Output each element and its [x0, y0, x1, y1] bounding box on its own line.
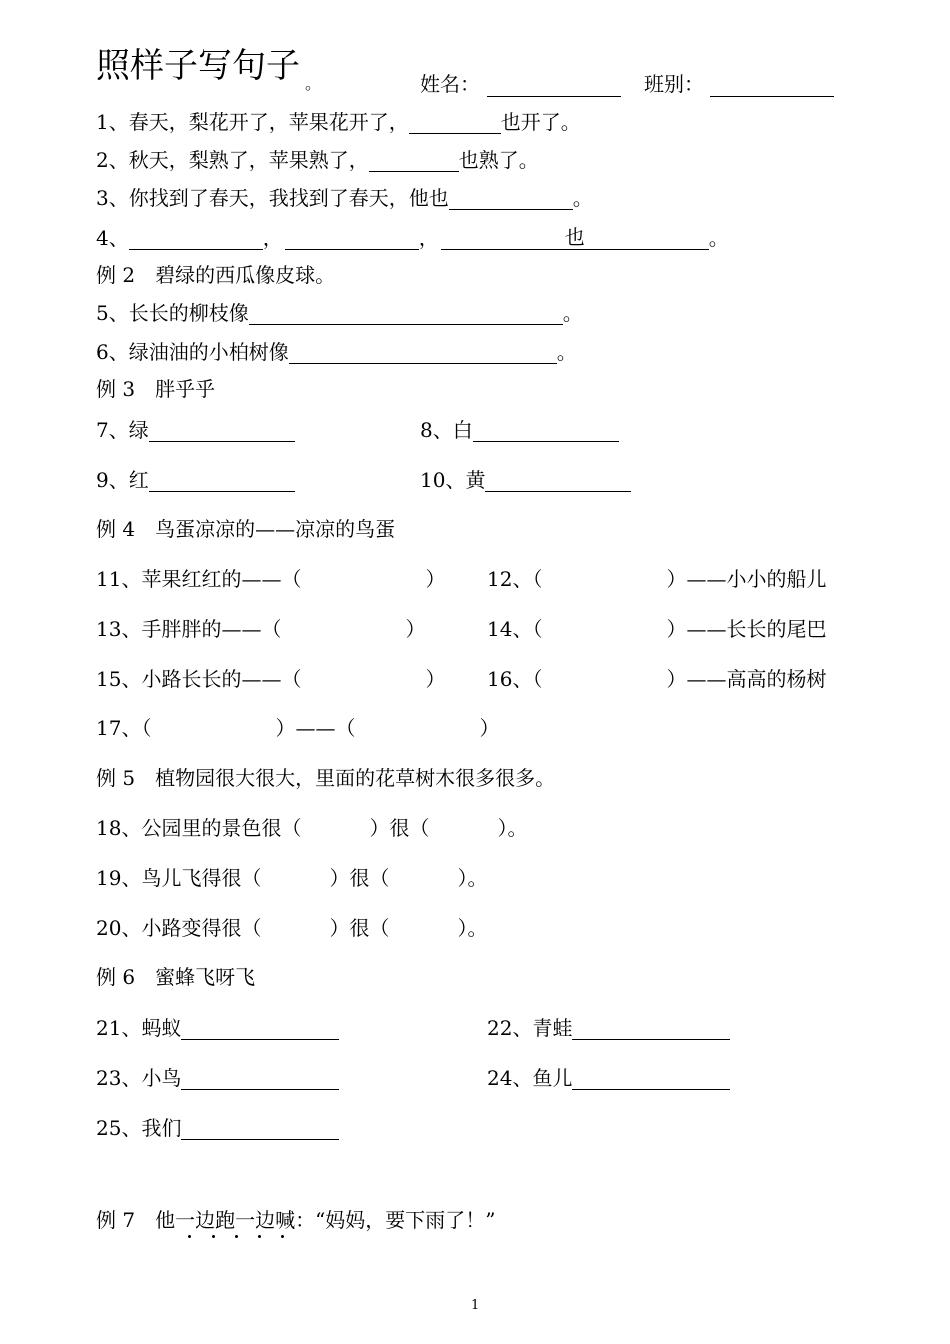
question-18	[96, 816, 527, 840]
answer-blank[interactable]	[572, 1069, 730, 1090]
question-12	[487, 567, 826, 591]
question-text: 7、绿	[96, 418, 149, 442]
question-text: 24、鱼儿	[487, 1066, 573, 1090]
question-text: 20、小路变得很（	[96, 916, 262, 940]
question-8	[420, 418, 619, 442]
question-2	[96, 148, 539, 172]
question-text: ）。	[457, 866, 488, 890]
question-text: 3、你找到了春天，我找到了春天，他也	[96, 186, 449, 210]
question-text: 6、绿油油的小柏树像	[96, 340, 289, 364]
question-text: 11、苹果红红的——（	[96, 567, 302, 591]
emphasis-dot	[258, 1235, 261, 1238]
question-11	[96, 567, 445, 591]
question-text: ）——长长的尾巴	[666, 617, 827, 641]
example-6: 例 6 蜜蜂飞呀飞	[96, 965, 256, 989]
example-2: 例 2 碧绿的西瓜像皮球。	[96, 263, 336, 287]
question-1	[96, 110, 581, 134]
question-text: 也	[564, 225, 585, 249]
page-number: 1	[471, 1298, 480, 1313]
question-21	[96, 1016, 339, 1040]
question-text: ）	[425, 567, 446, 591]
title-period: 。	[305, 74, 322, 93]
question-5	[96, 301, 583, 325]
question-7	[96, 418, 295, 442]
emphasis-dot	[188, 1235, 191, 1238]
question-text: 。	[556, 340, 577, 364]
answer-blank[interactable]	[485, 471, 631, 492]
question-24	[487, 1066, 730, 1090]
question-text: ，	[418, 226, 439, 250]
question-25	[96, 1116, 339, 1140]
question-17	[96, 716, 499, 740]
question-text: 8、白	[420, 418, 473, 442]
class-label: 班别：	[644, 72, 704, 96]
question-20	[96, 916, 487, 940]
question-14	[487, 617, 826, 641]
example-4: 例 4 鸟蛋凉凉的——凉凉的鸟蛋	[96, 517, 396, 541]
question-22	[487, 1016, 730, 1040]
answer-blank[interactable]	[181, 1069, 339, 1090]
question-text: ）很（	[369, 816, 430, 840]
question-text: ）很（	[329, 916, 390, 940]
emphasis-dot	[212, 1235, 215, 1238]
name-field[interactable]	[487, 76, 621, 97]
question-text: 22、青蛙	[487, 1016, 573, 1040]
question-text: 15、小路长长的——（	[96, 667, 302, 691]
question-text: 18、公园里的景色很（	[96, 816, 302, 840]
answer-blank[interactable]	[572, 1019, 730, 1040]
answer-blank[interactable]	[409, 113, 501, 134]
answer-blank[interactable]	[441, 225, 709, 250]
question-text: 。	[562, 301, 583, 325]
question-9	[96, 468, 295, 492]
question-6	[96, 340, 577, 364]
question-10	[420, 468, 631, 492]
question-text: ）——（	[275, 716, 356, 740]
question-text: 25、我们	[96, 1116, 182, 1140]
answer-blank[interactable]	[289, 343, 557, 364]
question-text: ）	[425, 667, 446, 691]
answer-blank[interactable]	[149, 471, 295, 492]
question-15	[96, 667, 445, 691]
answer-blank[interactable]	[473, 421, 619, 442]
question-text: 19、鸟儿飞得很（	[96, 866, 262, 890]
question-text: 5、长长的柳枝像	[96, 301, 249, 325]
answer-blank[interactable]	[181, 1019, 339, 1040]
question-text: 21、蚂蚁	[96, 1016, 182, 1040]
question-text: 也熟了。	[458, 148, 539, 172]
name-label: 姓名：	[420, 72, 480, 96]
question-text: 13、手胖胖的——（	[96, 617, 282, 641]
question-text: 2、秋天，梨熟了，苹果熟了，	[96, 148, 369, 172]
question-text: 1、春天，梨花开了，苹果花开了，	[96, 110, 409, 134]
question-text: 10、黄	[420, 468, 486, 492]
emphasis-dot	[281, 1235, 284, 1238]
question-text: ）。	[497, 816, 528, 840]
answer-blank[interactable]	[149, 421, 295, 442]
question-text: 4、	[96, 226, 129, 250]
question-text: 。	[708, 226, 729, 250]
question-text: ）——小小的船儿	[666, 567, 827, 591]
question-19	[96, 866, 487, 890]
question-text: ）很（	[329, 866, 390, 890]
question-text: 。	[572, 186, 593, 210]
class-field[interactable]	[710, 76, 834, 97]
question-4	[96, 225, 729, 250]
question-text: 9、红	[96, 468, 149, 492]
emphasis-dot	[235, 1235, 238, 1238]
example-3: 例 3 胖乎乎	[96, 377, 216, 401]
question-text: 16、（	[487, 667, 543, 691]
question-16	[487, 667, 826, 691]
question-text: 也开了。	[500, 110, 581, 134]
question-text: ）	[405, 617, 426, 641]
page-title: 照样子写句子	[96, 46, 300, 86]
answer-blank[interactable]	[285, 229, 419, 250]
answer-blank[interactable]	[249, 304, 563, 325]
question-13	[96, 617, 425, 641]
example-7: 例 7 他一边跑一边喊：“妈妈，要下雨了！”	[96, 1208, 496, 1232]
answer-blank[interactable]	[181, 1119, 339, 1140]
answer-blank[interactable]	[369, 151, 459, 172]
question-text: ）。	[457, 916, 488, 940]
question-text: 17、（	[96, 716, 152, 740]
example-5: 例 5 植物园很大很大，里面的花草树木很多很多。	[96, 766, 556, 790]
answer-blank[interactable]	[129, 229, 263, 250]
question-text: ，	[262, 226, 283, 250]
question-text: ）	[479, 716, 500, 740]
question-23	[96, 1066, 339, 1090]
question-text: 23、小鸟	[96, 1066, 182, 1090]
question-3	[96, 186, 593, 210]
question-text: 12、（	[487, 567, 543, 591]
answer-blank[interactable]	[449, 189, 573, 210]
question-text: 14、（	[487, 617, 543, 641]
question-text: ）——高高的杨树	[666, 667, 827, 691]
